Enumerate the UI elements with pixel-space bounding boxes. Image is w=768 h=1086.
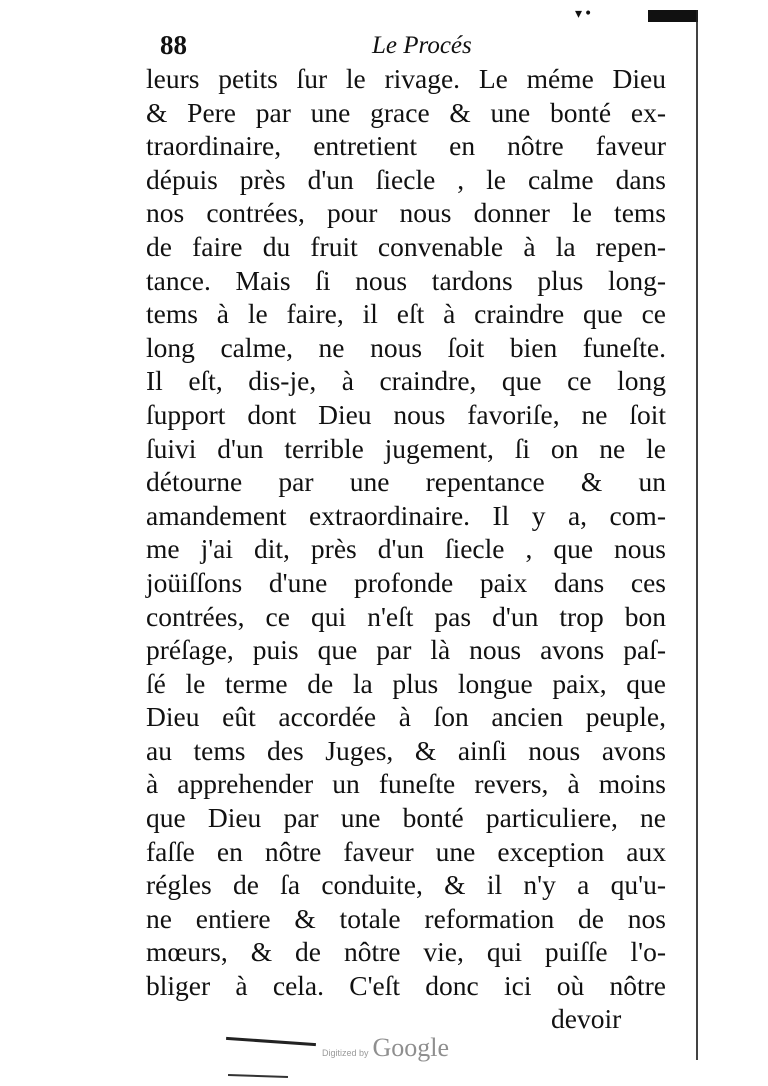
text-line: leurs petits ſur le rivage. Le méme Dieu: [146, 63, 666, 94]
text-line: nos contrées, pour nous donner le tems: [146, 197, 666, 229]
text-line: ſupport dont Dieu nous favoriſe, ne ſoit: [146, 398, 666, 430]
text-line: Il eſt, dis-je, à craindre, que ce long: [146, 365, 666, 397]
text-line: tems à le faire, il eſt à craindre que ce: [146, 298, 666, 330]
text-line: me j'ai dit, près d'un ſiecle , que nous: [146, 533, 666, 565]
ink-smudge: [226, 1037, 316, 1046]
corner-ink-marks: ▾•: [575, 6, 595, 22]
text-line: amandement extraordinaire. Il y a, com-: [146, 499, 666, 531]
text-line: & Pere par une grace & une bonté ex-: [146, 96, 666, 128]
text-line: préſage, puis que par là nous avons paſ-: [146, 634, 666, 666]
running-head: Le Procés: [372, 32, 472, 59]
text-line: faſſe en nôtre faveur une exception aux: [146, 835, 666, 867]
text-line: à apprehender un funeſte revers, à moins: [146, 768, 666, 800]
text-line: que Dieu par une bonté particuliere, ne: [146, 802, 666, 834]
text-line: ſuivi d'un terrible jugement, ſi on ne le: [146, 432, 666, 464]
page-number: 88: [160, 30, 187, 60]
text-line: de faire du fruit convenable à la repen-: [146, 230, 666, 262]
ink-smudge: [228, 1074, 288, 1078]
text-line: bliger à cela. C'eſt donc ici où nôtre: [146, 970, 666, 1002]
watermark-prefix: Digitized by: [322, 1048, 369, 1058]
text-line: régles de ſa conduite, & il n'y a qu'u-: [146, 869, 666, 901]
text-line: joüiſſons d'une profonde paix dans ces: [146, 566, 666, 598]
text-line: long calme, ne nous ſoit bien funeſte.: [146, 331, 666, 363]
page-edge-line: [696, 10, 698, 1060]
text-line: Dieu eût accordée à ſon ancien peuple,: [146, 701, 666, 733]
text-line: contrées, ce qui n'eſt pas d'un trop bon: [146, 600, 666, 632]
digitized-watermark: [322, 1033, 449, 1063]
watermark-brand: Google: [372, 1033, 450, 1062]
text-line: ne entiere & totale reformation de nos: [146, 902, 666, 934]
catchword: devoir: [551, 1003, 622, 1034]
page-header: [160, 30, 660, 64]
text-line: dépuis près d'un ſiecle , le calme dans: [146, 163, 666, 195]
text-line: traordinaire, entretient en nôtre faveur: [146, 130, 666, 162]
body-text: [146, 62, 666, 1003]
page-edge-mark: [648, 10, 698, 22]
text-line: au tems des Juges, & ainſi nous avons: [146, 734, 666, 766]
text-line: mœurs, & de nôtre vie, qui puiſſe l'o-: [146, 936, 666, 968]
text-line: ſé le terme de la plus longue paix, que: [146, 667, 666, 699]
text-line: tance. Mais ſi nous tardons plus long-: [146, 264, 666, 296]
text-line: détourne par une repentance & un: [146, 466, 666, 498]
